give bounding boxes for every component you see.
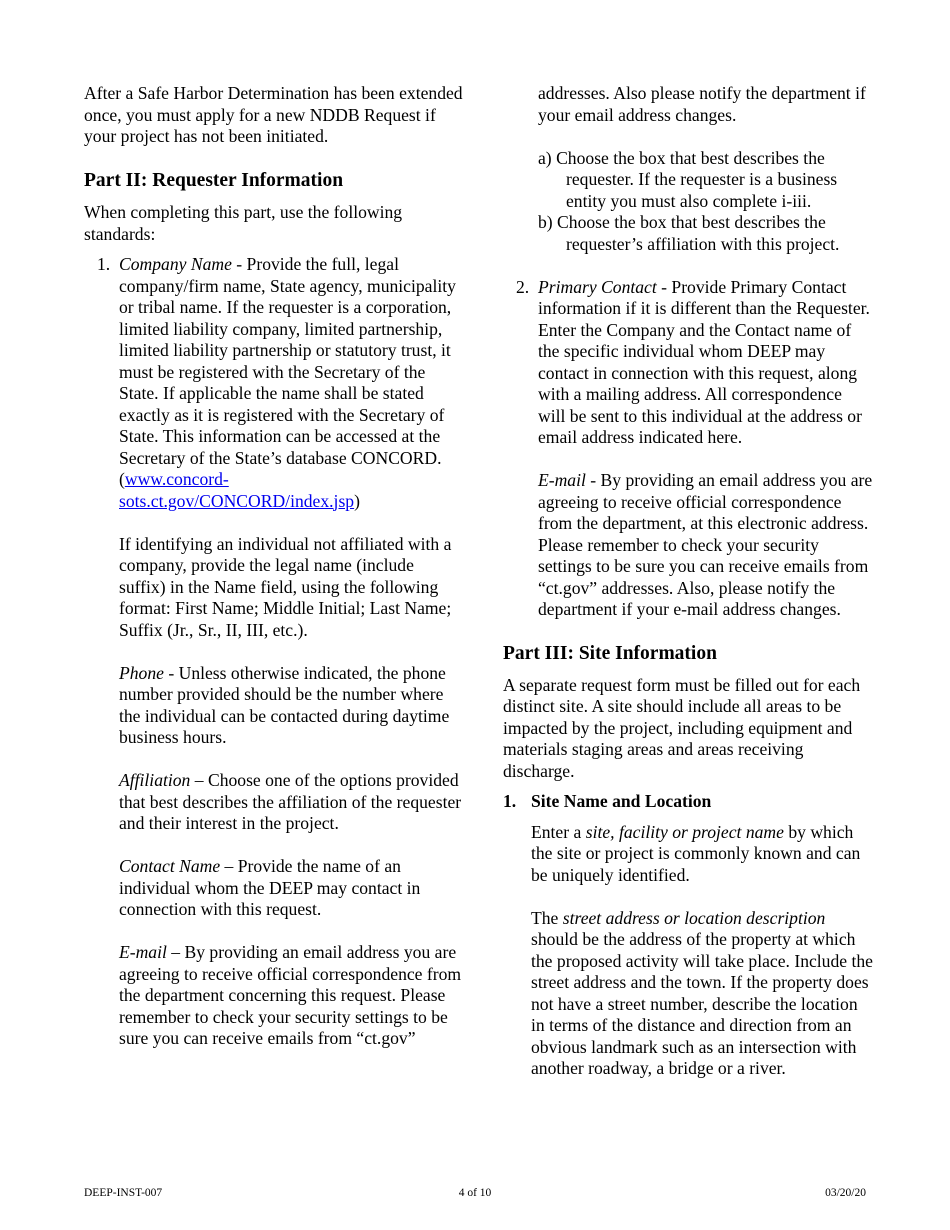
site-paragraph-1 (531, 822, 873, 887)
site-p2-emphasis: street address or location description (562, 907, 826, 928)
sub-item-a: a) Choose the box that best describes the requester. If the requester is a business entity you must also complete i-iii. (538, 147, 838, 211)
email2-paragraph (538, 470, 873, 621)
phone-paragraph (119, 663, 464, 749)
sub-item-b: b) Choose the box that best describes the requester’s affiliation with this project. (538, 212, 840, 254)
list-item-company-name (84, 254, 464, 1050)
primary-contact-paragraph (538, 277, 873, 449)
site-p2-text-b: should be the address of the property at which the proposed activity will take place. Include the street address and the town. If the property does not have a street number, describe the location in terms of the distance and direction from an obvious landmark such as an intersection with another roadway, a bridge or a river. (531, 929, 873, 1078)
footer-page-number: 4 of 10 (458, 1187, 492, 1199)
site-p1-text-a: Enter a (531, 821, 586, 842)
right-column (503, 83, 873, 1080)
contact-name-label: Contact Name (119, 856, 221, 876)
site-p1-text-b: by which the site or project is commonly known and can be uniquely identified. (531, 821, 861, 885)
site-paragraph-2 (531, 908, 873, 1080)
site-number: 1. (503, 791, 517, 811)
email2-label: E-mail (538, 470, 586, 490)
concord-link[interactable]: www.concord-sots.ct.gov/CONCORD/index.jsp (119, 469, 355, 511)
affiliation-label: Affiliation (119, 770, 191, 790)
phone-label: Phone (119, 662, 164, 683)
phone-text: - Unless otherwise indicated, the phone number provided should be the number where the individual can be contacted during daytime business hours. (119, 662, 450, 747)
company-name-text: - Provide the full, legal company/firm name, State agency, municipality or tribal name. If the requester is a corporation, limited liability company, limited partnership, limited liability partnership or statutory trust, it must be registered with the Secretary of the State. If applicable the name shall be stated exactly as it is registered with the Secretary of State. This information can be accessed at the Secretary of the State’s database CONCORD. ( (119, 254, 456, 489)
email-paragraph (119, 942, 464, 1050)
part3-heading: Part III: Site Information (503, 642, 717, 664)
email-label: E-mail (119, 942, 167, 962)
left-column (84, 83, 464, 1050)
part3-intro: A separate request form must be filled out for each distinct site. A site should include all areas to be impacted by the project, including equipment and materials staging areas and areas receiving discharge. (503, 674, 861, 781)
primary-contact-label: Primary Contact (538, 276, 657, 297)
company-name-paragraph (119, 254, 464, 512)
footer-date: 03/20/20 (825, 1187, 866, 1199)
company-name-label: Company Name (119, 254, 232, 274)
list-number: 1. (97, 254, 111, 274)
part2-intro: When completing this part, use the following standards: (84, 202, 403, 244)
site-p2-text-a: The (531, 907, 563, 928)
intro-paragraph: After a Safe Harbor Determination has been extended once, you must apply for a new NDDB Request if your project has not been initiated. (84, 83, 463, 146)
email2-text: - By providing an email address you are agreeing to receive official correspondence from the department, at this electronic address. Please remember to check your security settings to be sure you can receive emails from “ct.gov” addresses. Also, please notify the department if your e-mail address changes. (538, 470, 873, 619)
affiliation-text: – Choose one of the options provided that best describes the affiliation of the requester and their interest in the project. (119, 770, 462, 833)
footer-doc-id: DEEP-INST-007 (84, 1187, 163, 1199)
individual-paragraph: If identifying an individual not affiliated with a company, provide the legal name (include suffix) in the Name field, using the following format: First Name; Middle Initial; Last Name; Suffix (Jr., Sr., II, III, etc.). (119, 533, 452, 640)
contact-name-paragraph (119, 856, 464, 921)
email-text: – By providing an email address you are agreeing to receive official correspondence from the department concerning this request. Please remember to check your security settings to be sure you can receive emails from “ct.gov” (119, 942, 462, 1048)
email-continued: addresses. Also please notify the department if your email address changes. (538, 83, 866, 125)
list-number: 2. (516, 276, 530, 297)
site-p1-emphasis: site, facility or project name (585, 821, 784, 842)
part2-heading: Part II: Requester Information (84, 170, 344, 191)
list-item-site-name (503, 791, 873, 1080)
company-name-close: ) (354, 490, 360, 511)
primary-contact-text: - Provide Primary Contact information if it is different than the Requester. Enter the Company and the Contact name of the specific individual whom DEEP may contact in connection with this request, along with a mailing address. All correspondence will be sent to this individual at the address or email address indicated here. (538, 276, 870, 447)
site-title: Site Name and Location (531, 791, 712, 811)
list-item-primary-contact (503, 277, 873, 621)
contact-name-text: – Provide the name of an individual whom the DEEP may contact in connection with this request. (119, 856, 421, 919)
affiliation-paragraph (119, 770, 464, 835)
